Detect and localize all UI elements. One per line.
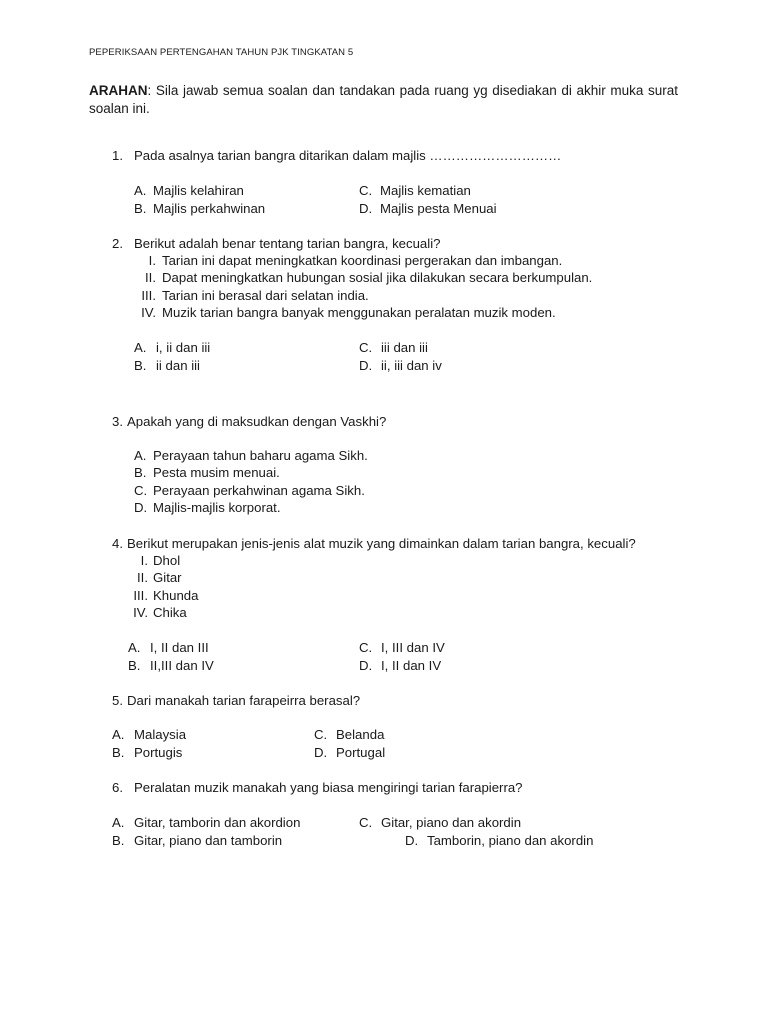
option-text: I, III dan IV [381,640,445,655]
statement-number: IV. [141,305,156,320]
question-number: 2. [112,236,123,251]
option-text: Gitar, piano dan tamborin [134,833,283,848]
option-text: I, II dan III [150,640,209,655]
option-letter: C. [359,815,373,830]
statement-number: I. [148,253,156,268]
question-number: 4. [112,536,123,551]
statement-text: Dapat meningkatkan hubungan sosial jika dilakukan secara berkumpulan. [162,270,593,285]
option-text: Belanda [336,727,385,742]
question-text: Peralatan muzik manakah yang biasa mengiringi tarian farapierra? [134,780,523,795]
option-letter: A. [128,640,141,655]
option-letter: C. [314,727,328,742]
option-letter: A. [134,340,147,355]
statement-number: I. [140,553,148,568]
option-letter: B. [134,201,147,216]
option-text: Portugal [336,745,386,760]
option-letter: B. [112,745,125,760]
option-letter: B. [134,358,147,373]
option-letter: C. [134,483,148,498]
option-letter: D. [359,358,373,373]
option-text: Gitar, piano dan akordin [381,815,522,830]
option-letter: B. [134,465,147,480]
question-text: Apakah yang di maksudkan dengan Vaskhi? [127,414,387,429]
question-text: Pada asalnya tarian bangra ditarikan dalam majlis ………………………… [134,148,562,163]
statement-text: Tarian ini berasal dari selatan india. [162,288,369,303]
option-text: Majlis-majlis korporat. [153,500,281,515]
statement-number: II. [137,570,148,585]
option-text: Majlis kelahiran [153,183,244,198]
option-text: Majlis perkahwinan [153,201,266,216]
option-letter: C. [359,340,373,355]
option-text: I, II dan IV [381,658,442,673]
instructions-text: : Sila jawab semua soalan dan tandakan pada ruang yg disediakan di akhir muka surat soalan ini. [89,83,678,116]
option-text: Perayaan tahun baharu agama Sikh. [153,448,368,463]
statement-text: Khunda [153,588,199,603]
option-text: ii, iii dan iv [381,358,442,373]
option-letter: C. [359,640,373,655]
option-text: i, ii dan iii [156,340,211,355]
option-letter: D. [359,201,373,216]
option-text: Majlis pesta Menuai [380,201,497,216]
instructions [89,82,678,118]
option-letter: B. [128,658,141,673]
option-letter: C. [359,183,373,198]
option-letter: D. [359,658,373,673]
option-text: iii dan iii [381,340,428,355]
statement-number: II. [145,270,156,285]
statement-text: Dhol [153,553,181,568]
option-text: Portugis [134,745,183,760]
option-letter: A. [112,727,125,742]
option-letter: A. [112,815,125,830]
statement-number: III. [141,288,156,303]
option-text: ii dan iii [156,358,200,373]
question-text: Berikut merupakan jenis-jenis alat muzik yang dimainkan dalam tarian bangra, kecuali? [127,536,636,551]
question-text: Berikut adalah benar tentang tarian bangra, kecuali? [134,236,441,251]
option-text: Majlis kematian [380,183,471,198]
page-header: PEPERIKSAAN PERTENGAHAN TAHUN PJK TINGKATAN 5 [89,47,354,58]
statement-text: Chika [153,605,187,620]
question-number: 5. [112,693,123,708]
option-text: II,III dan IV [150,658,214,673]
statement-text: Muzik tarian bangra banyak menggunakan peralatan muzik moden. [162,305,556,320]
question-number: 3. [112,414,123,429]
option-letter: A. [134,183,147,198]
question-text: Dari manakah tarian farapeirra berasal? [127,693,361,708]
statement-text: Gitar [153,570,182,585]
option-letter: A. [134,448,147,463]
option-text: Malaysia [134,727,187,742]
statement-text: Tarian ini dapat meningkatkan koordinasi pergerakan dan imbangan. [162,253,563,268]
option-text: Gitar, tamborin dan akordion [134,815,301,830]
instructions-label: ARAHAN [89,83,148,98]
question-number: 6. [112,780,123,795]
statement-number: III. [133,588,148,603]
option-text: Pesta musim menuai. [153,465,280,480]
option-text: Perayaan perkahwinan agama Sikh. [153,483,365,498]
option-letter: D. [134,500,148,515]
option-letter: B. [112,833,125,848]
option-letter: D. [405,833,419,848]
option-text: Tamborin, piano dan akordin [427,833,594,848]
statement-number: IV. [133,605,148,620]
question-number: 1. [112,148,123,163]
option-letter: D. [314,745,328,760]
